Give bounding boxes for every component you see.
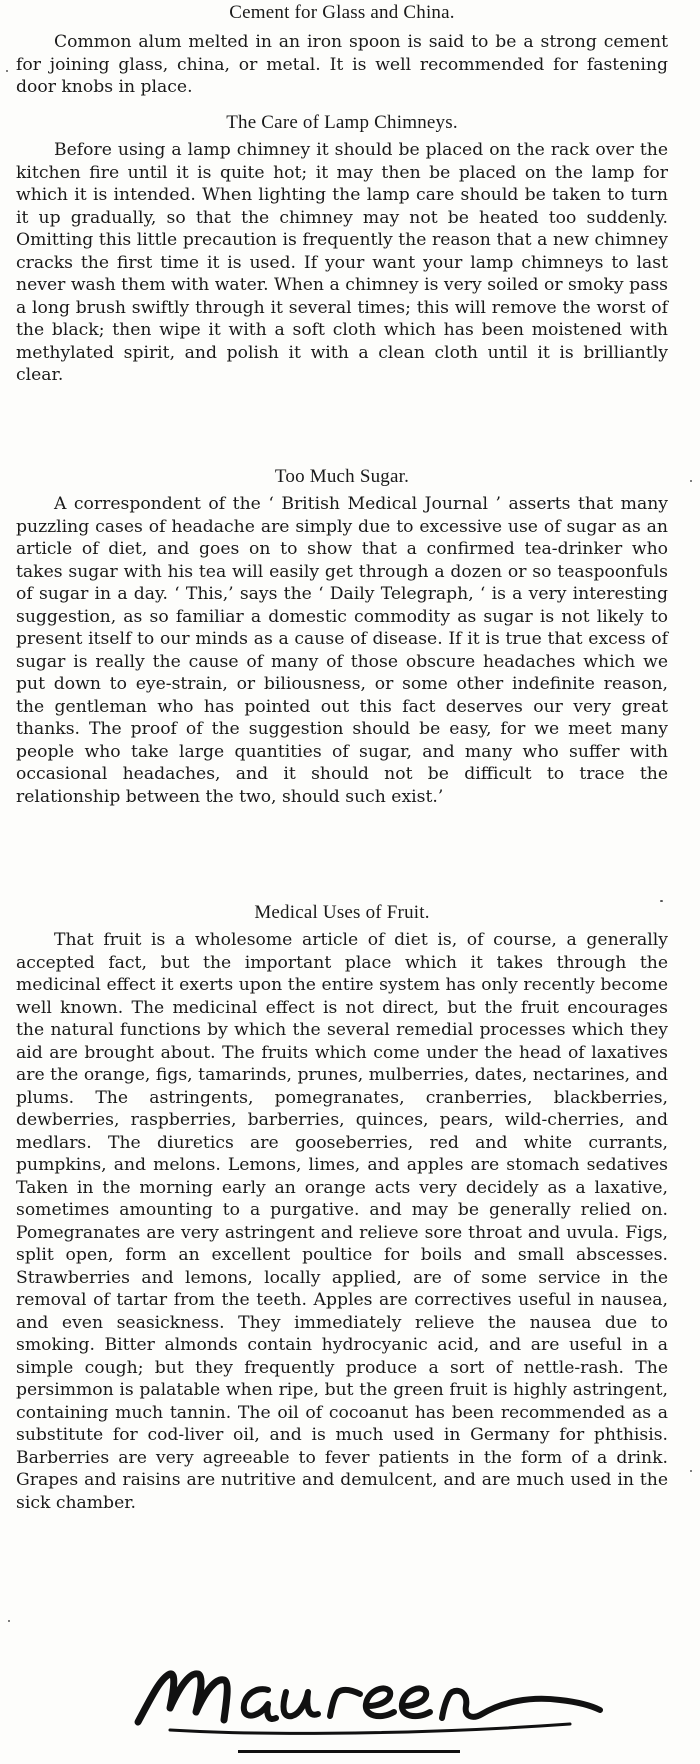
print-speck (690, 480, 692, 482)
print-speck (690, 1470, 692, 1472)
signature-maureen (130, 1660, 610, 1740)
bottom-rule (238, 1750, 460, 1753)
article-body-fruit: That fruit is a wholesome article of diet is, of course, a generally accepted fact, but the important place which it takes through the medicinal effect it exerts upon the entire system has only recently become well known. The medicinal effect is not direct, but the fruit encourages the natural functions by which the several remedial processes which they aid are brought about. The fruits which come under the head of laxatives are the orange, figs, tamarinds, prunes, mulberries, dates, nectarines, and plums. The astringents, pomegranates, cranberries, blackberries, dewberries, raspberries, barberries, quinces, pears, wild-cherries, and medlars. The diuretics are gooseberries, red and white currants, pumpkins, and melons. Lemons, limes, and apples are stomach sedatives Taken in the morning early an orange acts very decidely as a laxative, sometimes amounting to a purgative. and may be generally relied on. Pomegranates are very astringent and relieve sore throat and uvula. Figs, split open, form an excellent poultice for boils and small abscesses. Strawberries and lemons, locally applied, are of some service in the removal of tartar from the teeth. Apples are correctives useful in nausea, and even seasickness. They immediately relieve the nausea due to smoking. Bitter almonds contain hydrocyanic acid, and are useful in a simple cough; but they frequently produce a sort of nettle-rash. The persimmon is palatable when ripe, but the green fruit is highly astringent, containing much tannin. The oil of cocoanut has been recommended as a substitute for cod-liver oil, and is much used in Germany for phthisis. Barberries are very agreeable to fever patients in the form of a drink. Grapes and raisins are nutritive and demulcent, and are much used in the sick chamber. (16, 930, 668, 1513)
article-heading-lamp-chimneys: The Care of Lamp Chimneys. (226, 112, 458, 133)
article-heading-sugar: Too Much Sugar. (274, 466, 410, 487)
print-speck (660, 900, 663, 902)
print-speck (6, 70, 8, 72)
article-heading-fruit: Medical Uses of Fruit. (254, 902, 430, 923)
print-speck (8, 1620, 10, 1622)
article-heading-cement: Cement for Glass and China. (229, 2, 455, 23)
article-body-cement: Common alum melted in an iron spoon is said to be a strong cement for joining glass, china, or metal. It is well recommended for fastening door knobs in place. (16, 32, 668, 97)
article-body-lamp-chimneys: Before using a lamp chimney it should be placed on the rack over the kitchen fire until it is quite hot; it may then be placed on the lamp for which it is intended. When lighting the lamp care should be taken to turn it up gradually, so that the chimney may not be heated too suddenly. Omitting this little precaution is frequently the reason that a new chimney cracks the first time it is used. If your want your lamp chimneys to last never wash them with water. When a chimney is very soiled or smoky pass a long brush swiftly through it several times; this will remove the worst of the black; then wipe it with a soft cloth which has been moistened with methylated spirit, and polish it with a clean cloth until it is brilliantly clear. (16, 140, 668, 385)
article-body-sugar: A correspondent of the ‘ British Medical Journal ’ asserts that many puzzling cases of headache are simply due to excessive use of sugar as an article of diet, and goes on to show that a confirmed tea-drinker who takes sugar with his tea will easily get through a dozen or so teaspoonfuls of sugar in a day. ‘ This,’ says the ‘ Daily Telegraph, ‘ is a very interesting suggestion, as so familiar a domestic commodity as sugar is not likely to present itself to our minds as a cause of disease. If it is true that excess of sugar is really the cause of many of those obscure headaches which we put down to eye-strain, or biliousness, or some other indefinite reason, the gentleman who has pointed out this fact deserves our very great thanks. The proof of the suggestion should be easy, for we meet many people who take large quantities of sugar, and many who suffer with occasional headaches, and it should not be difficult to trace the relationship between the two, should such exist.’ (16, 494, 668, 807)
